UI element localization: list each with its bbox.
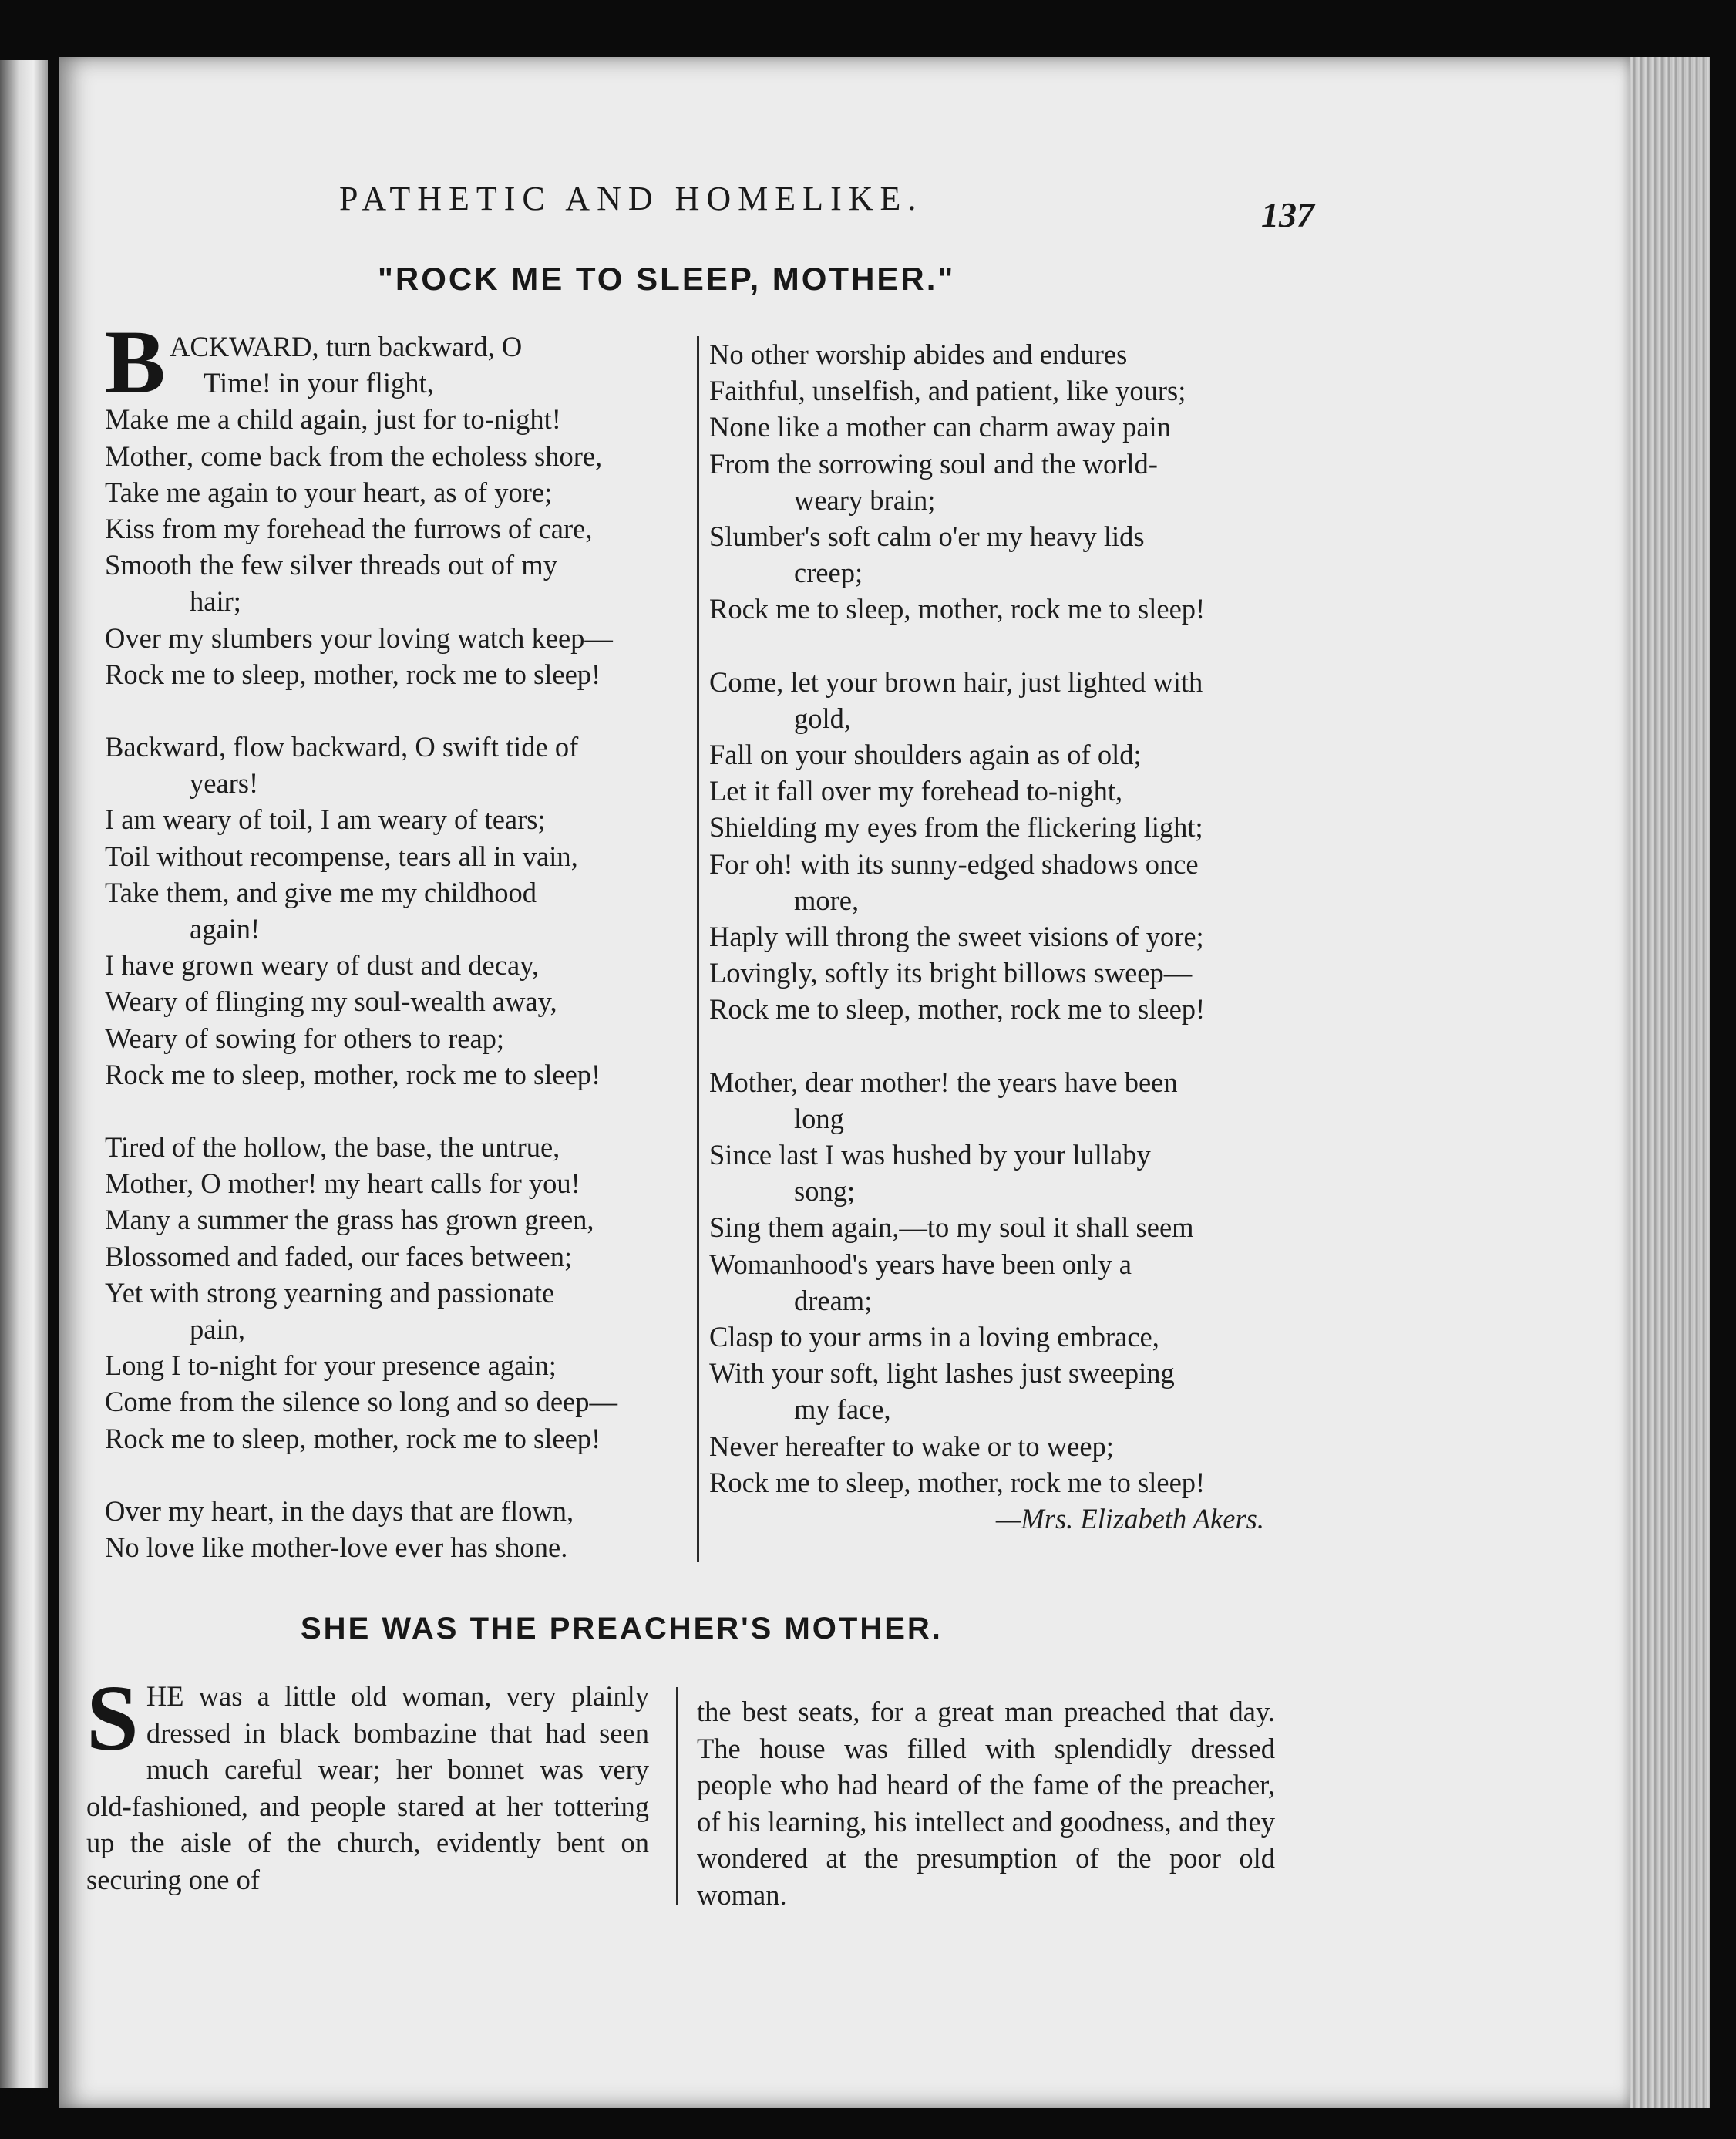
poem-line: Womanhood's years have been only a xyxy=(709,1248,1132,1280)
poem-line: Take them, and give me my childhood xyxy=(105,876,537,908)
poem-line: Kiss from my forehead the furrows of care, xyxy=(105,513,593,545)
poem-attribution: —Mrs. Elizabeth Akers. xyxy=(995,1503,1264,1535)
poem-line: dream; xyxy=(794,1284,873,1316)
poem-line: Weary of flinging my soul-wealth away, xyxy=(105,985,557,1018)
poem-line: Rock me to sleep, mother, rock me to sleep! xyxy=(709,1466,1206,1498)
poem-line: I am weary of toil, I am weary of tears; xyxy=(105,803,546,836)
poem-line: Over my slumbers your loving watch keep— xyxy=(105,621,613,654)
poem-line: None like a mother can charm away pain xyxy=(709,411,1171,443)
poem-line: Never hereafter to wake or to weep; xyxy=(709,1430,1114,1462)
stanza-gap xyxy=(709,628,1295,664)
poem-line: Tired of the hollow, the base, the untrue, xyxy=(105,1131,560,1164)
poem-line: Since last I was hushed by your lullaby xyxy=(709,1139,1151,1171)
running-head: PATHETIC AND HOMELIKE. xyxy=(339,180,924,217)
poem-right-column xyxy=(709,336,1295,1537)
poem-line: Come, let your brown hair, just lighted with xyxy=(709,665,1203,698)
poem-line: Haply will throng the sweet visions of yore; xyxy=(709,921,1204,953)
poem-line: Clasp to your arms in a loving embrace, xyxy=(709,1321,1159,1353)
poem-line: Mother, come back from the echoless shore, xyxy=(105,440,603,472)
poem-line: gold, xyxy=(794,702,852,734)
poem-line: Time! in your flight, xyxy=(204,367,434,399)
stanza-gap xyxy=(105,692,675,729)
poem-line: Rock me to sleep, mother, rock me to sleep! xyxy=(709,593,1206,625)
story-right-column: the best seats, for a great man preached that day. The house was filled with splendidly dressed people who had heard of the fame of the preacher, of his learning, his intellect and goodness, and they wondered at the presumption of the poor old woman. xyxy=(697,1696,1275,1911)
stanza-gap xyxy=(709,1028,1295,1064)
stanza-gap xyxy=(105,1457,675,1493)
poem-line: Slumber's soft calm o'er my heavy lids xyxy=(709,520,1145,553)
stanza-gap xyxy=(105,1093,675,1129)
story-left-column xyxy=(86,1666,649,1898)
poem-line: more, xyxy=(794,884,860,916)
poem-line: Toil without recompense, tears all in vain, xyxy=(105,840,578,872)
poem-line: Let it fall over my forehead to-night, xyxy=(709,775,1123,807)
poem-line: creep; xyxy=(794,557,863,589)
poem-line: Fall on your shoulders again as of old; xyxy=(709,739,1142,771)
poem-line: Lovingly, softly its bright billows sweep— xyxy=(709,957,1193,989)
poem-left-column xyxy=(105,312,675,1565)
poem-line: Faithful, unselfish, and patient, like yours; xyxy=(709,375,1186,407)
poem-line: Many a summer the grass has grown green, xyxy=(105,1204,594,1236)
poem-line: Rock me to sleep, mother, rock me to sleep! xyxy=(105,658,601,690)
poem-line: Blossomed and faded, our faces between; xyxy=(105,1240,573,1272)
poem-line: Sing them again,—to my soul it shall seem xyxy=(709,1211,1194,1244)
poem-line: No love like mother-love ever has shone. xyxy=(105,1531,568,1564)
poem-line: my face, xyxy=(794,1393,891,1426)
poem-line: years! xyxy=(190,767,259,800)
story-title: SHE WAS THE PREACHER'S MOTHER. xyxy=(301,1612,943,1646)
poem-line: No other worship abides and endures xyxy=(709,339,1128,370)
poem-line: weary brain; xyxy=(794,483,936,516)
page-number: 137 xyxy=(1261,195,1314,234)
story-left-text: HE was a little old woman, very plainly dressed in black bombazine that had seen much careful wear; her bonnet was very old-fashioned, and people stared at her tottering up the aisle of the church, evidently bent on securing one of xyxy=(86,1680,649,1895)
story-dropcap: S xyxy=(86,1666,139,1770)
poem-line: long xyxy=(794,1102,844,1134)
poem-line: pain, xyxy=(190,1313,245,1346)
poem-line: I have grown weary of dust and decay, xyxy=(105,949,540,982)
poem-line: Shielding my eyes from the flickering light; xyxy=(709,811,1203,844)
poem-line: Yet with strong yearning and passionate xyxy=(105,1276,555,1309)
poem-line: ACKWARD, turn backward, O xyxy=(170,331,523,362)
poem-line: again! xyxy=(190,913,261,945)
poem-line: Mother, dear mother! the years have been xyxy=(709,1066,1178,1098)
poem-line: Rock me to sleep, mother, rock me to sleep! xyxy=(105,1422,601,1454)
poem-title: "ROCK ME TO SLEEP, MOTHER." xyxy=(378,261,956,297)
poem-line: For oh! with its sunny-edged shadows once xyxy=(709,847,1199,880)
poem-line: Mother, O mother! my heart calls for you! xyxy=(105,1167,580,1200)
poem-line: song; xyxy=(794,1175,856,1208)
poem-line: Make me a child again, just for to-night! xyxy=(105,403,561,436)
poem-dropcap: B xyxy=(105,312,166,413)
poem-line: Take me again to your heart, as of yore; xyxy=(105,476,553,508)
column-rule xyxy=(697,336,699,1562)
poem-line: Long I to-night for your presence again; xyxy=(105,1349,557,1382)
poem-line: With your soft, light lashes just sweeping xyxy=(709,1357,1175,1390)
poem-line: From the sorrowing soul and the world- xyxy=(709,447,1158,480)
column-rule xyxy=(676,1687,678,1905)
adjacent-page-edge xyxy=(0,60,48,2088)
poem-line: Rock me to sleep, mother, rock me to sleep! xyxy=(709,993,1206,1026)
poem-line: Backward, flow backward, O swift tide of xyxy=(105,731,579,763)
poem-line: Weary of sowing for others to reap; xyxy=(105,1022,505,1054)
poem-line: Smooth the few silver threads out of my xyxy=(105,549,557,581)
poem-line: Over my heart, in the days that are flown, xyxy=(105,1494,574,1527)
poem-line: Rock me to sleep, mother, rock me to sleep! xyxy=(105,1058,601,1090)
poem-line: hair; xyxy=(190,585,241,618)
page-stack-edge xyxy=(1630,57,1710,2108)
poem-line: Come from the silence so long and so deep— xyxy=(105,1386,617,1418)
